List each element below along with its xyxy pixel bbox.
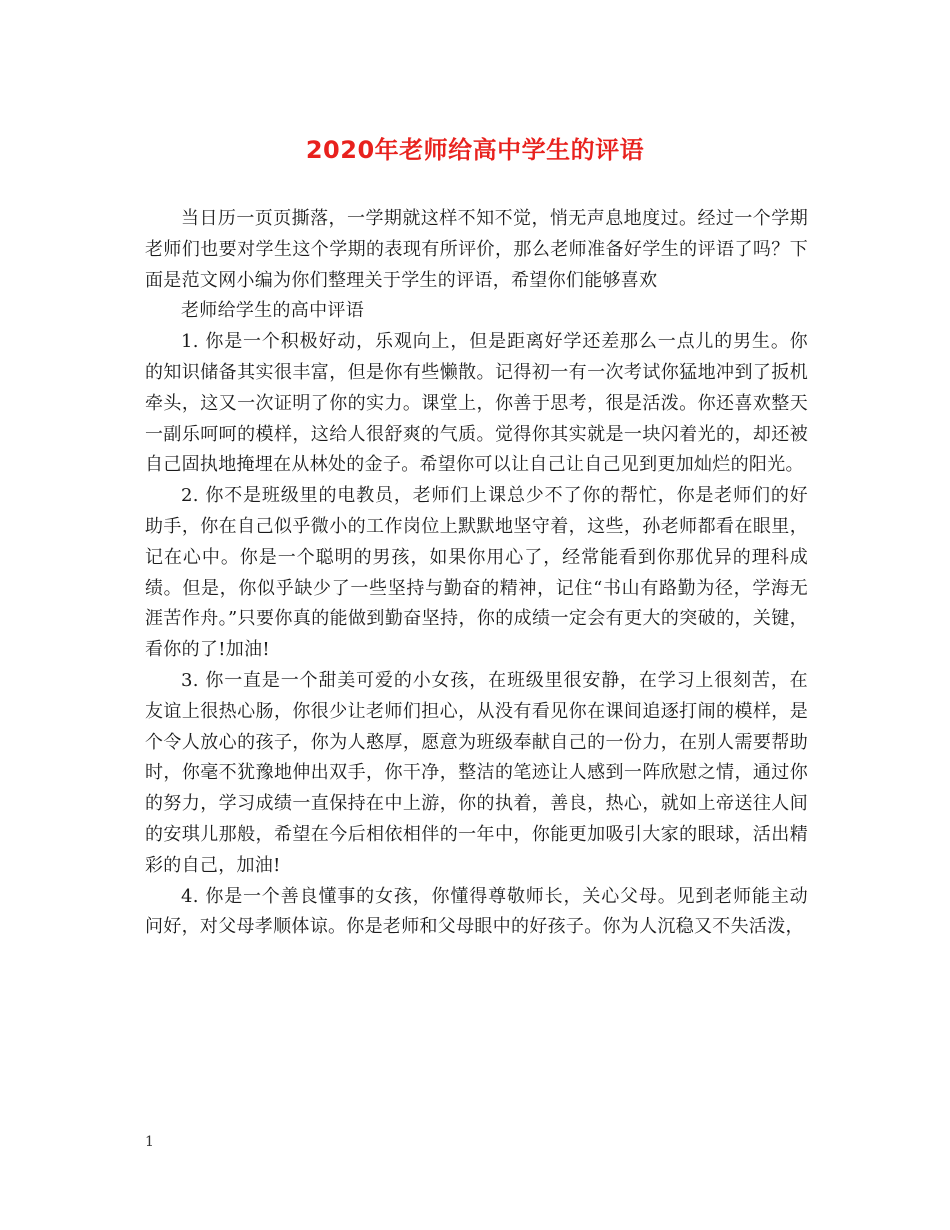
paragraph-comment-2: 2. 你不是班级里的电教员，老师们上课总少不了你的帮忙，你是老师们的好助手，你在自己似乎微小的工作岗位上默默地坚守着，这些，孙老师都看在眼里，记在心中。你是一个聪明的男孩，如果你用心了，经常能看到你那优异的理科成绩。但是，你似乎缺少了一些坚持与勤奋的精神，记住“书山有路勤为径，学海无涯苦作舟。”只要你真的能做到勤奋坚持，你的成绩一定会有更大的突破的，关键，看你的了!加油! xyxy=(145,485,808,661)
paragraph-comment-4: 4. 你是一个善良懂事的女孩，你懂得尊敬师长，关心父母。见到老师能主动问好，对父母孝顺体谅。你是老师和父母眼中的好孩子。你为人沉稳又不失活泼， xyxy=(145,885,808,938)
document-body xyxy=(145,204,808,943)
page-number: 1 xyxy=(145,1134,154,1150)
document-title: 2020年老师给高中学生的评语 xyxy=(305,136,645,164)
paragraph-intro: 当日历一页页撕落，一学期就这样不知不觉，悄无声息地度过。经过一个学期老师们也要对学生这个学期的表现有所评价，那么老师准备好学生的评语了吗？下面是范文网小编为你们整理关于学生的评语，希望你们能够喜欢 xyxy=(145,208,808,291)
paragraph-comment-1: 1. 你是一个积极好动，乐观向上，但是距离好学还差那么一点儿的男生。你的知识储备其实很丰富，但是你有些懒散。记得初一有一次考试你猛地冲到了扳机牵头，这又一次证明了你的实力。课堂上，你善于思考，很是活泼。你还喜欢整天一副乐呵呵的模样，这给人很舒爽的气质。觉得你其实就是一块闪着光的，却还被自己固执地掩埋在从林处的金子。希望你可以让自己让自己见到更加灿烂的阳光。 xyxy=(145,331,808,476)
paragraph-section-heading: 老师给学生的高中评语 xyxy=(181,300,364,322)
paragraph-comment-3: 3. 你一直是一个甜美可爱的小女孩，在班级里很安静，在学习上很刻苦，在友谊上很热心肠，你很少让老师们担心，从没有看见你在课间追逐打闹的模样，是个令人放心的孩子，你为人憨厚，愿意为班级奉献自己的一份力，在别人需要帮助时，你毫不犹豫地伸出双手，你干净，整洁的笔迹让人感到一阵欣慰之情，通过你的努力，学习成绩一直保持在中上游，你的执着，善良，热心，就如上帝送往人间的安琪儿那般，希望在今后相依相伴的一年中，你能更加吸引大家的眼球，活出精彩的自己，加油! xyxy=(145,669,808,876)
